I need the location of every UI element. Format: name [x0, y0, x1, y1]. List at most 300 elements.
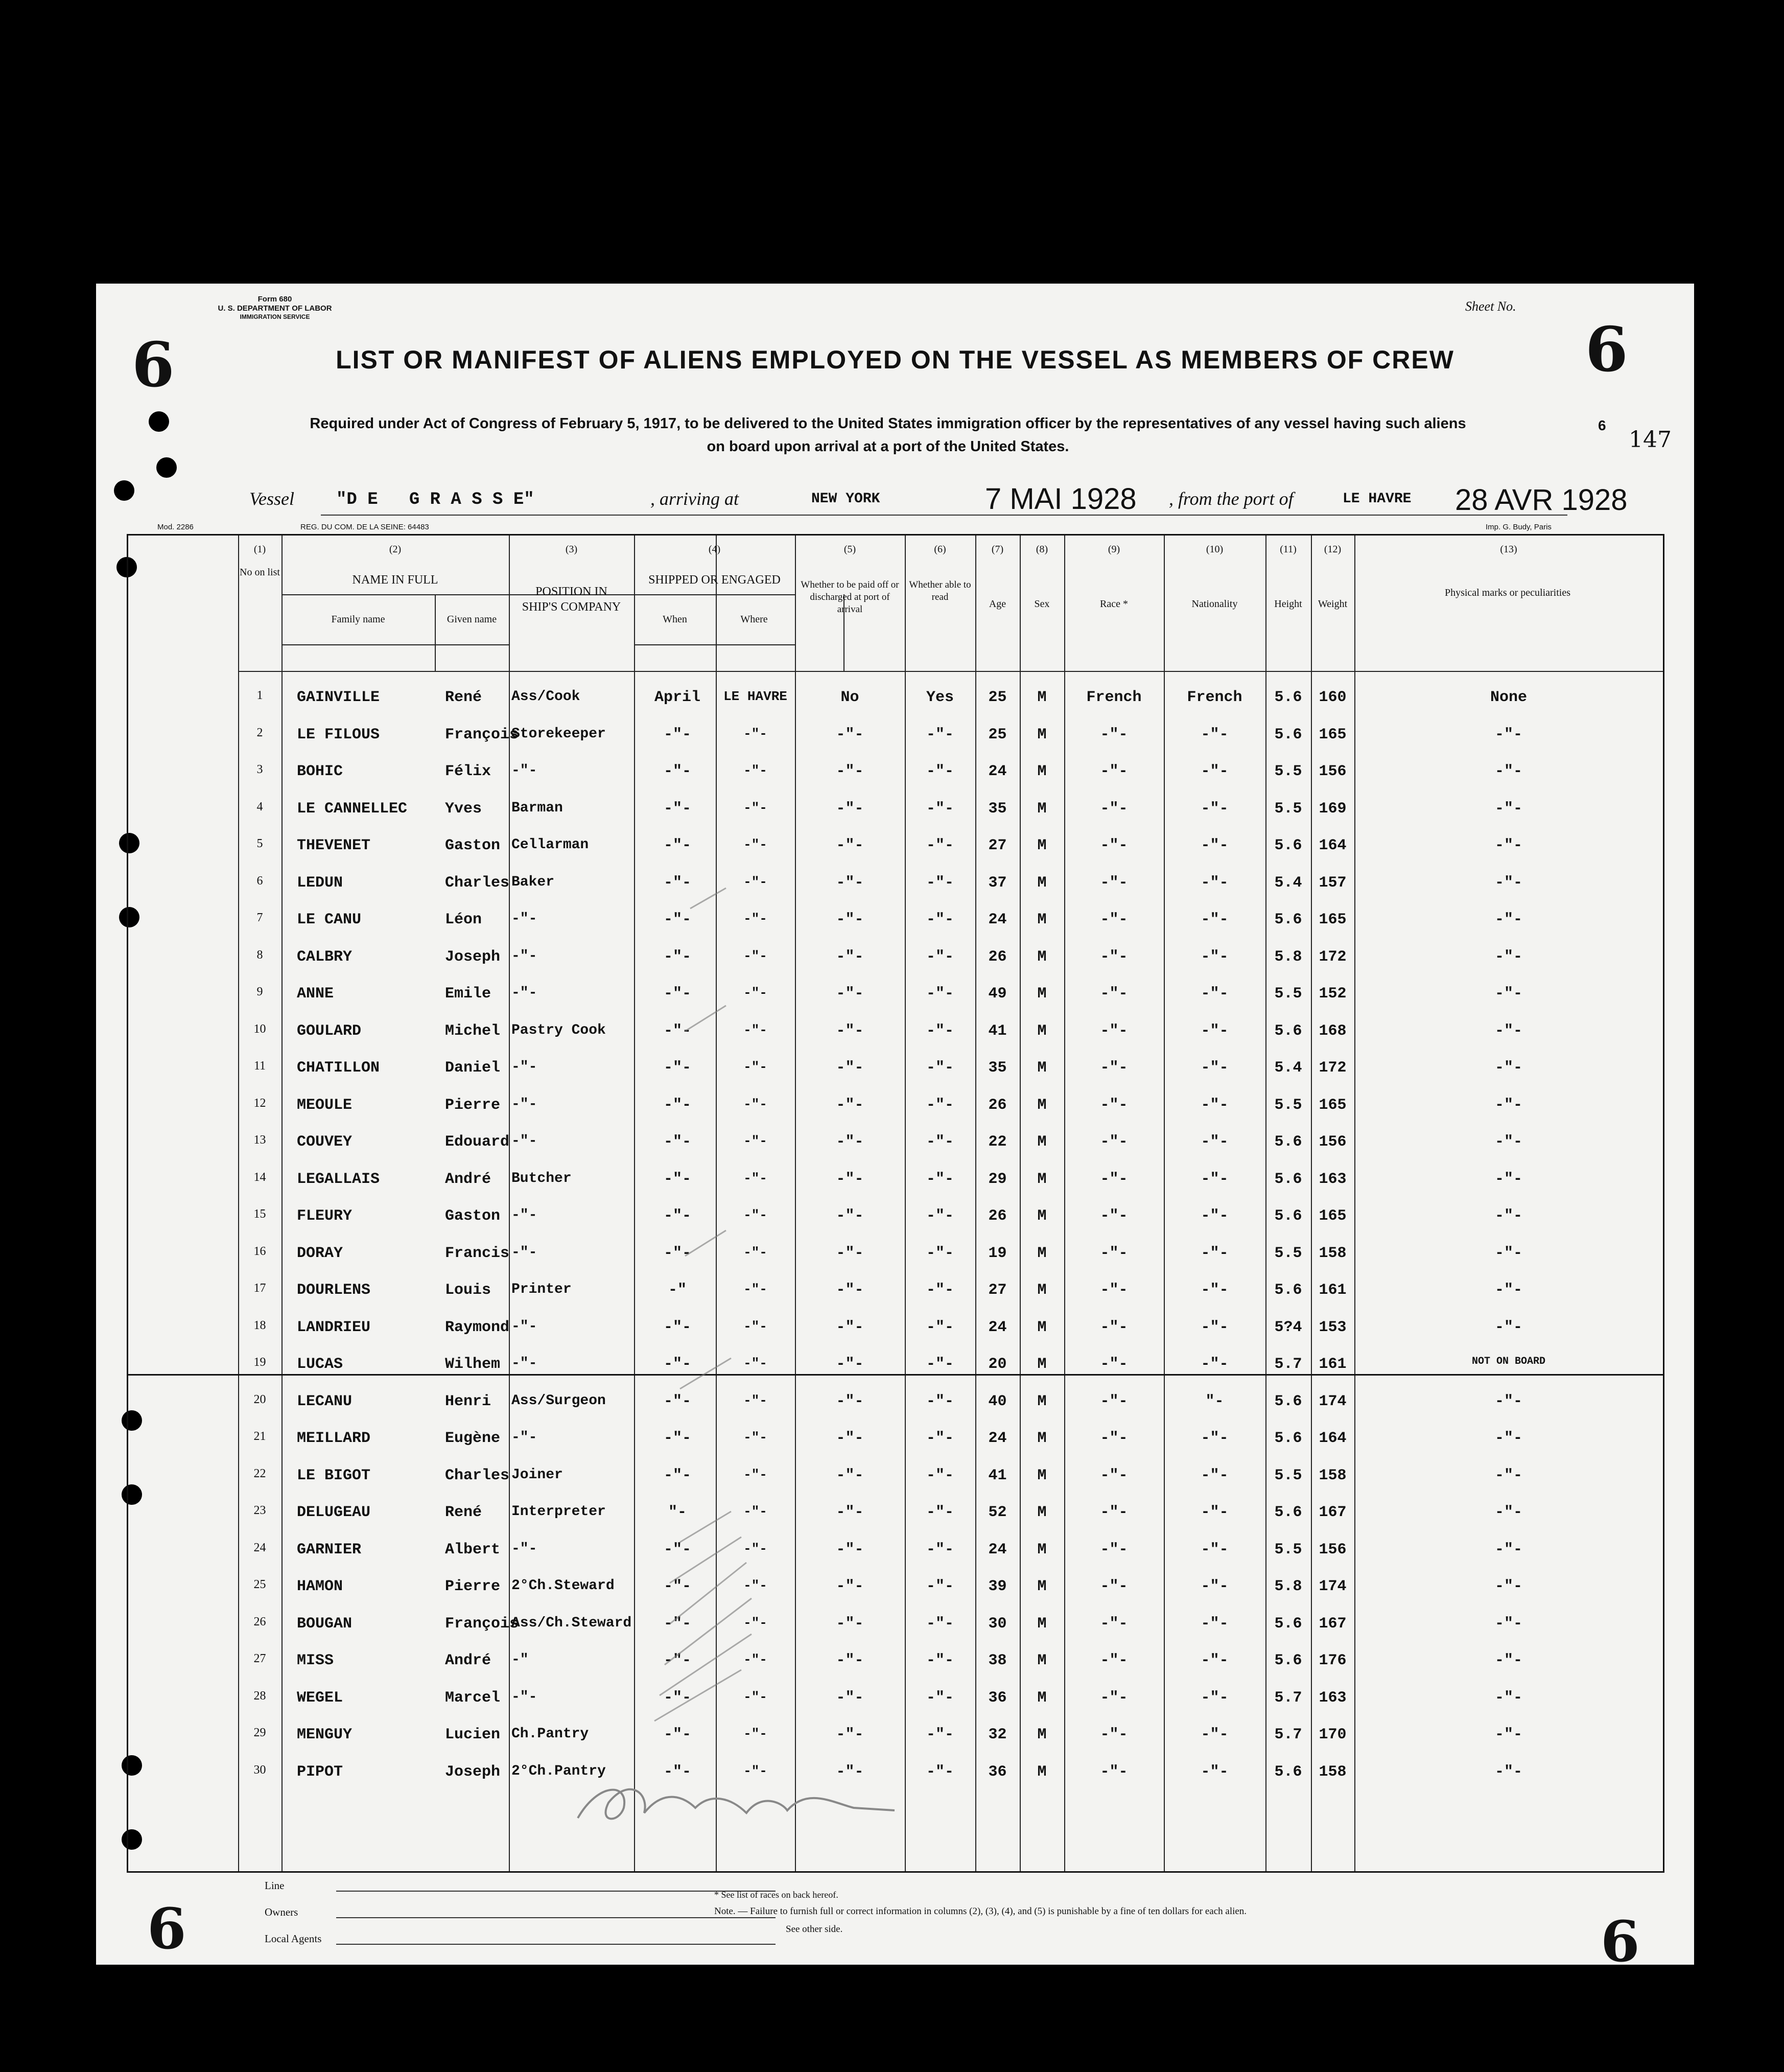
nationality: -"-: [1201, 1763, 1229, 1781]
col-marks-header: Physical marks or peculiarities: [1444, 587, 1571, 598]
weight: 158: [1319, 1244, 1347, 1262]
col-7-number: (7): [991, 544, 1004, 555]
subcolumn-divider: [435, 594, 436, 671]
physical-marks: -"-: [1494, 800, 1522, 818]
sex: M: [1037, 1207, 1047, 1225]
race: -"-: [1100, 763, 1128, 780]
row-number: 4: [256, 800, 263, 813]
sex: M: [1037, 1356, 1047, 1373]
position: -"-: [511, 1541, 537, 1557]
weight: 169: [1319, 800, 1347, 818]
physical-marks: -"-: [1494, 985, 1522, 1003]
header-rule: [634, 594, 795, 595]
weight: 152: [1319, 985, 1347, 1003]
able-to-read: -"-: [926, 1059, 954, 1077]
age: 24: [988, 1541, 1007, 1558]
race: -"-: [1100, 1541, 1128, 1558]
given-name: François: [445, 726, 519, 743]
discharged: -"-: [836, 1726, 864, 1743]
position: Printer: [511, 1282, 572, 1297]
discharged: -"-: [836, 763, 864, 780]
weight: 164: [1319, 1430, 1347, 1447]
crew-table: [127, 534, 1664, 1873]
sex: M: [1037, 1578, 1047, 1595]
able-to-read: -"-: [926, 874, 954, 892]
shipped-when: -"-: [663, 1207, 691, 1225]
age: 24: [988, 1430, 1007, 1447]
footer-rule-3: [336, 1944, 776, 1945]
weight: 172: [1319, 1059, 1347, 1077]
physical-marks: -"-: [1494, 1726, 1522, 1743]
sex: M: [1037, 1282, 1047, 1299]
nationality: -"-: [1201, 874, 1229, 892]
row-number: 15: [253, 1207, 266, 1221]
height: 5.6: [1274, 726, 1302, 743]
height: 5.5: [1274, 1096, 1302, 1114]
shipped-where: -"-: [743, 985, 767, 1000]
discharged: -"-: [836, 1504, 864, 1521]
col-10-number: (10): [1206, 544, 1224, 555]
race: -"-: [1100, 874, 1128, 892]
position: Barman: [511, 800, 563, 816]
nationality: -"-: [1201, 1170, 1229, 1188]
row-number: 1: [256, 689, 263, 702]
col-discharged-header: Whether to be paid off or discharged at port of arrival: [801, 579, 899, 615]
given-name: Henri: [445, 1392, 491, 1410]
given-name: Charles: [445, 1466, 510, 1484]
able-to-read: -"-: [926, 726, 954, 743]
col-2-number: (2): [389, 544, 402, 555]
sex: M: [1037, 1466, 1047, 1484]
sex: M: [1037, 1763, 1047, 1781]
physical-marks: -"-: [1494, 1763, 1522, 1781]
shipped-when: -"-: [663, 1392, 691, 1410]
age: 49: [988, 985, 1007, 1003]
race: -"-: [1100, 1726, 1128, 1743]
discharged: -"-: [836, 874, 864, 892]
row-number: 19: [253, 1356, 266, 1369]
given-name: Joseph: [445, 1763, 501, 1781]
table-row: [128, 726, 1663, 757]
nationality: -"-: [1201, 726, 1229, 743]
table-row: [128, 985, 1663, 1016]
sex: M: [1037, 1615, 1047, 1633]
able-to-read: -"-: [926, 1244, 954, 1262]
nationality: -"-: [1201, 948, 1229, 966]
row-number: 30: [253, 1763, 266, 1777]
family-name: FLEURY: [297, 1207, 353, 1225]
reg-number: REG. DU COM. DE LA SEINE: 64483: [300, 523, 429, 531]
mod-number: Mod. 2286: [157, 523, 194, 531]
family-name: MEILLARD: [297, 1430, 371, 1447]
family-name: DELUGEAU: [297, 1504, 371, 1521]
height: 5.6: [1274, 837, 1302, 854]
given-name: Charles: [445, 874, 510, 892]
table-row: [128, 1059, 1663, 1090]
table-row: [128, 1282, 1663, 1312]
race: -"-: [1100, 1504, 1128, 1521]
physical-marks: -"-: [1494, 1466, 1522, 1484]
shipped-when: -"-: [663, 1022, 691, 1040]
shipped-when: April: [654, 689, 700, 706]
nationality: -"-: [1201, 1244, 1229, 1262]
able-to-read: -"-: [926, 1763, 954, 1781]
position: Butcher: [511, 1170, 572, 1186]
row-number: 6: [256, 874, 263, 888]
discharged: -"-: [836, 948, 864, 966]
row-number: 23: [253, 1504, 266, 1517]
nationality: -"-: [1201, 1689, 1229, 1707]
physical-marks: -"-: [1494, 726, 1522, 743]
nationality: -"-: [1201, 1207, 1229, 1225]
physical-marks: -"-: [1494, 1578, 1522, 1595]
discharged: -"-: [836, 837, 864, 854]
nationality: -"-: [1201, 985, 1229, 1003]
able-to-read: -"-: [926, 1466, 954, 1484]
age: 37: [988, 874, 1007, 892]
sex: M: [1037, 911, 1047, 928]
shipped-when: -"-: [663, 985, 691, 1003]
height: 5.6: [1274, 1392, 1302, 1410]
weight: 161: [1319, 1356, 1347, 1373]
given-name: Gaston: [445, 837, 501, 854]
sex: M: [1037, 874, 1047, 892]
discharged: -"-: [836, 1689, 864, 1707]
nationality: -"-: [1201, 1652, 1229, 1669]
sex: M: [1037, 1318, 1047, 1336]
sheet-number-bottom-right: 6: [1601, 1908, 1640, 1974]
shipped-where: -"-: [743, 837, 767, 852]
weight: 165: [1319, 726, 1347, 743]
nationality: -"-: [1201, 1578, 1229, 1595]
table-row: [128, 1726, 1663, 1757]
age: 26: [988, 1096, 1007, 1114]
nationality: French: [1187, 689, 1242, 706]
race: -"-: [1100, 985, 1128, 1003]
shipped-where: -"-: [743, 1244, 767, 1260]
shipped-when: -"-: [663, 1059, 691, 1077]
row-number: 14: [253, 1170, 266, 1184]
shipped-when: -"-: [663, 1356, 691, 1373]
row-number: 18: [253, 1318, 266, 1332]
row-number: 13: [253, 1133, 266, 1147]
physical-marks: -"-: [1494, 948, 1522, 966]
physical-marks: -"-: [1494, 1318, 1522, 1336]
height: 5.5: [1274, 763, 1302, 780]
sex: M: [1037, 1504, 1047, 1521]
shipped-where: -"-: [743, 1096, 767, 1112]
age: 25: [988, 726, 1007, 743]
sex: M: [1037, 948, 1047, 966]
age: 36: [988, 1763, 1007, 1781]
nationality: -"-: [1201, 1541, 1229, 1558]
col-family-header: Family name: [331, 614, 385, 625]
header-rule: [634, 644, 795, 645]
height: 5.6: [1274, 689, 1302, 706]
shipped-when: -"-: [663, 1615, 691, 1633]
age: 40: [988, 1392, 1007, 1410]
shipped-where: -"-: [743, 1133, 767, 1149]
discharged: -"-: [836, 800, 864, 818]
page-title: LIST OR MANIFEST OF ALIENS EMPLOYED ON THE VESSEL AS MEMBERS OF CREW: [336, 345, 1454, 374]
able-to-read: -"-: [926, 1207, 954, 1225]
weight: 164: [1319, 837, 1347, 854]
race-note: * See list of races on back hereof.: [714, 1890, 838, 1900]
position: -"-: [511, 763, 537, 779]
given-name: Albert: [445, 1541, 501, 1558]
family-name: LE BIGOT: [297, 1466, 371, 1484]
col-13-number: (13): [1500, 544, 1517, 555]
position: Joiner: [511, 1466, 563, 1483]
shipped-when: -"-: [663, 1726, 691, 1743]
shipped-when: -"-: [663, 1578, 691, 1595]
age: 36: [988, 1689, 1007, 1707]
from-label: , from the port of: [1169, 488, 1294, 509]
nationality: -"-: [1201, 1318, 1229, 1336]
shipped-when: -"-: [663, 1244, 691, 1262]
nationality: -"-: [1201, 1133, 1229, 1151]
nationality: -"-: [1201, 1504, 1229, 1521]
nationality: -"-: [1201, 1466, 1229, 1484]
col-no-header: No on list: [240, 567, 280, 578]
family-name: LUCAS: [297, 1356, 343, 1373]
shipped-when: -"-: [663, 1430, 691, 1447]
footer-rule-1: [336, 1891, 776, 1892]
table-row: [128, 1171, 1663, 1201]
discharged: -"-: [836, 1207, 864, 1225]
shipped-where: -"-: [743, 1726, 767, 1741]
nationality: -"-: [1201, 1282, 1229, 1299]
discharged: -"-: [836, 1541, 864, 1558]
shipped-when: -"-: [663, 874, 691, 892]
col-4-number: (4): [708, 544, 721, 555]
table-row: [128, 837, 1663, 868]
position: Ass/Cook: [511, 689, 580, 705]
shipped-where: -"-: [743, 1392, 767, 1408]
height: 5.6: [1274, 1022, 1302, 1040]
shipped-when: -"-: [663, 1170, 691, 1188]
position: -"-: [511, 1356, 537, 1371]
family-name: CHATILLON: [297, 1059, 380, 1077]
physical-marks: -"-: [1494, 1615, 1522, 1633]
physical-marks: -"-: [1494, 874, 1522, 892]
physical-marks: -"-: [1494, 1392, 1522, 1410]
age: 29: [988, 1170, 1007, 1188]
race: -"-: [1100, 1652, 1128, 1669]
table-row: [128, 800, 1663, 831]
footer-agents-label: Local Agents: [265, 1933, 322, 1945]
nationality: -"-: [1201, 1430, 1229, 1447]
row-number: 29: [253, 1726, 266, 1739]
sex: M: [1037, 1244, 1047, 1262]
given-name: Daniel: [445, 1059, 501, 1077]
able-to-read: -"-: [926, 1282, 954, 1299]
table-row: [128, 1578, 1663, 1609]
given-name: René: [445, 689, 482, 706]
position: Ass/Surgeon: [511, 1392, 606, 1409]
discharged: -"-: [836, 1392, 864, 1410]
row-number: 11: [253, 1059, 266, 1073]
race: -"-: [1100, 1615, 1128, 1633]
row-number: 3: [256, 763, 263, 776]
given-name: René: [445, 1504, 482, 1521]
sex: M: [1037, 1652, 1047, 1669]
form-number: Form 680: [257, 295, 292, 304]
shipped-where: -"-: [743, 1652, 767, 1667]
subtitle-line-1: Required under Act of Congress of February 5, 1917, to be delivered to the United States immigration officer by the representatives of any vessel having such aliens: [310, 415, 1466, 432]
position: -"-: [511, 1133, 537, 1149]
discharged: -"-: [836, 1652, 864, 1669]
row-number: 9: [256, 985, 263, 998]
height: 5.5: [1274, 1541, 1302, 1558]
weight: 156: [1319, 1541, 1347, 1558]
shipped-when: -"-: [663, 837, 691, 854]
shipped-where: -"-: [743, 911, 767, 926]
weight: 163: [1319, 1689, 1347, 1707]
header-rule: [281, 644, 509, 645]
height: 5.4: [1274, 1059, 1302, 1077]
family-name: MENGUY: [297, 1726, 353, 1743]
position: Pastry Cook: [511, 1022, 606, 1038]
shipped-where: -"-: [743, 1541, 767, 1556]
family-name: PIPOT: [297, 1763, 343, 1781]
arrival-date-stamp: 7 MAI 1928: [985, 482, 1137, 516]
family-name: HAMON: [297, 1578, 343, 1595]
race: -"-: [1100, 726, 1128, 743]
discharged: -"-: [836, 1763, 864, 1781]
discharged: -"-: [836, 985, 864, 1003]
given-name: Pierre: [445, 1578, 501, 1595]
height: 5.8: [1274, 948, 1302, 966]
age: 22: [988, 1133, 1007, 1151]
table-row: [128, 874, 1663, 905]
shipped-where: -"-: [743, 1022, 767, 1038]
able-to-read: -"-: [926, 948, 954, 966]
col-age-header: Age: [989, 598, 1006, 610]
arriving-port: NEW YORK: [811, 491, 880, 507]
shipped-where: -"-: [743, 800, 767, 816]
col-11-number: (11): [1280, 544, 1297, 555]
given-name: Francis: [445, 1244, 510, 1262]
weight: 158: [1319, 1466, 1347, 1484]
race: -"-: [1100, 1466, 1128, 1484]
table-row: [128, 1615, 1663, 1646]
row-number: 8: [256, 948, 263, 962]
given-name: Félix: [445, 763, 491, 780]
row-number: 10: [253, 1022, 266, 1036]
position: Storekeeper: [511, 726, 606, 742]
subtitle: [224, 412, 1552, 458]
discharged: -"-: [836, 1022, 864, 1040]
shipped-when: -"-: [663, 1763, 691, 1781]
position: -"-: [511, 1059, 537, 1075]
given-name: Joseph: [445, 948, 501, 966]
sheet-number-top-right: 6: [1585, 314, 1628, 386]
discharged: -"-: [836, 1615, 864, 1633]
family-name: BOHIC: [297, 763, 343, 780]
family-name: BOUGAN: [297, 1615, 353, 1633]
family-name: LE CANU: [297, 911, 362, 928]
weight: 158: [1319, 1763, 1347, 1781]
given-name: Léon: [445, 911, 482, 928]
discharged: -"-: [836, 1282, 864, 1299]
shipped-where: -"-: [743, 726, 767, 741]
race: -"-: [1100, 837, 1128, 854]
shipped-when: "-: [668, 1504, 687, 1521]
family-name: DOURLENS: [297, 1282, 371, 1299]
physical-marks: -"-: [1494, 1244, 1522, 1262]
row-number: 2: [256, 726, 263, 739]
able-to-read: -"-: [926, 800, 954, 818]
weight: 153: [1319, 1318, 1347, 1336]
shipped-when: -"-: [663, 1096, 691, 1114]
departure-port: LE HAVRE: [1343, 491, 1412, 507]
weight: 168: [1319, 1022, 1347, 1040]
weight: 165: [1319, 1207, 1347, 1225]
shipped-when: -"-: [663, 911, 691, 928]
table-row: [128, 1207, 1663, 1238]
discharged: -"-: [836, 1059, 864, 1077]
height: 5.6: [1274, 1430, 1302, 1447]
given-name: Michel: [445, 1022, 501, 1040]
table-row: [128, 1504, 1663, 1534]
row-number: 24: [253, 1541, 266, 1554]
sex: M: [1037, 800, 1047, 818]
given-name: Eugène: [445, 1430, 501, 1447]
age: 26: [988, 1207, 1007, 1225]
table-row: [128, 1689, 1663, 1720]
family-name: COUVEY: [297, 1133, 353, 1151]
able-to-read: -"-: [926, 1133, 954, 1151]
discharged: -"-: [836, 1578, 864, 1595]
discharged: -"-: [836, 1466, 864, 1484]
pencil-check-marks: [486, 673, 843, 1849]
shipped-when: -": [668, 1282, 687, 1299]
weight: 165: [1319, 911, 1347, 928]
penalty-note: Note. — Failure to furnish full or correct information in columns (2), (3), (4), and (5) is punishable by a fine of ten dollars for each alien.: [714, 1906, 1247, 1917]
physical-marks: -"-: [1494, 1541, 1522, 1558]
service: IMMIGRATION SERVICE: [240, 313, 310, 320]
physical-marks: -"-: [1494, 1170, 1522, 1188]
discharged: -"-: [836, 726, 864, 743]
physical-marks: -"-: [1494, 1652, 1522, 1669]
family-name: DORAY: [297, 1244, 343, 1262]
age: 25: [988, 689, 1007, 706]
position: 2°Ch.Steward: [511, 1578, 615, 1594]
position: -"-: [511, 911, 537, 927]
footer-line-label: Line: [265, 1879, 285, 1892]
age: 38: [988, 1652, 1007, 1669]
shipped-where: -"-: [743, 1689, 767, 1705]
height: 5.6: [1274, 1763, 1302, 1781]
height: 5.6: [1274, 1282, 1302, 1299]
family-name: MEOULE: [297, 1096, 353, 1114]
col-1-number: (1): [253, 544, 266, 555]
discharged: -"-: [836, 1318, 864, 1336]
col-nationality-header: Nationality: [1191, 598, 1238, 610]
physical-marks: -"-: [1494, 1689, 1522, 1707]
position: -"-: [511, 985, 537, 1001]
given-name: Raymond: [445, 1318, 510, 1336]
given-name: Pierre: [445, 1096, 501, 1114]
nationality: -"-: [1201, 1615, 1229, 1633]
race: -"-: [1100, 1356, 1128, 1373]
form-header: [173, 295, 377, 320]
row-number: 7: [256, 911, 263, 924]
weight: 172: [1319, 948, 1347, 966]
family-name: MISS: [297, 1652, 334, 1669]
height: 5.6: [1274, 1615, 1302, 1633]
